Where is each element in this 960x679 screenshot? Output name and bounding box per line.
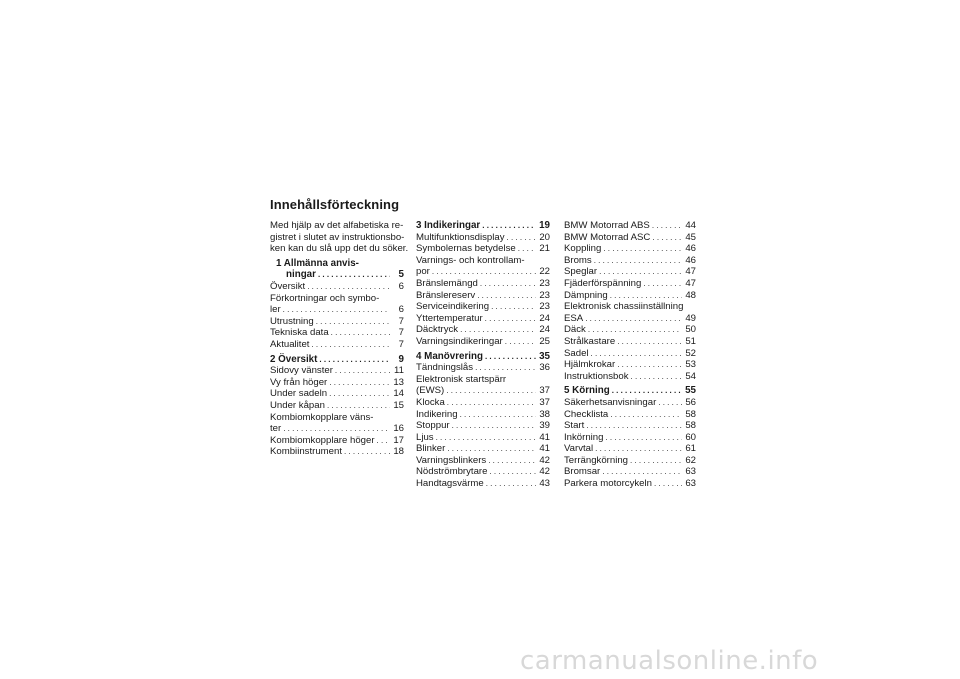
toc-entry[interactable]: Varvtal . . . 61 xyxy=(564,443,696,455)
toc-entry-line[interactable]: Varnings- och kontrollam- xyxy=(416,254,525,266)
toc-entry[interactable]: ler . . . 6 xyxy=(270,304,404,316)
toc-entry[interactable]: Däcktryck . . . 24 xyxy=(416,324,550,336)
toc-entry[interactable]: Bränslemängd . . . 23 xyxy=(416,278,550,290)
toc-entry[interactable]: Inkörning . . . 60 xyxy=(564,432,696,444)
toc-entry-line[interactable]: Elektronisk chassiinställning xyxy=(564,301,684,313)
chapter-heading[interactable]: 3 Indikeringar . . . 19 xyxy=(416,220,550,232)
toc-column-3 xyxy=(564,220,696,490)
toc-entry[interactable]: Kombiomkopplare höger . . . 17 xyxy=(270,435,404,447)
toc-entry[interactable]: Aktualitet . . . 7 xyxy=(270,339,404,351)
toc-entry[interactable]: Vy från höger . . . 13 xyxy=(270,377,404,389)
toc-entry[interactable]: Sidovy vänster . . . 11 xyxy=(270,365,404,377)
toc-entry[interactable]: Ljus . . . 41 xyxy=(416,432,550,444)
toc-entry[interactable]: Strålkastare . . . 51 xyxy=(564,336,696,348)
toc-entry-line[interactable]: Kombiomkopplare väns- xyxy=(270,411,374,423)
chapter-heading[interactable]: 5 Körning . . . 55 xyxy=(564,385,696,397)
toc-entry[interactable]: Instruktionsbok . . . 54 xyxy=(564,371,696,383)
toc-entry[interactable]: Däck . . . 50 xyxy=(564,324,696,336)
toc-entry[interactable]: Tändningslås . . . 36 xyxy=(416,362,550,374)
toc-entry[interactable]: Tekniska data . . . 7 xyxy=(270,327,404,339)
toc-entry[interactable]: Kombiinstrument . . . 18 xyxy=(270,446,404,458)
toc-entry[interactable]: Klocka . . . 37 xyxy=(416,397,550,409)
toc-entry[interactable]: BMW Motorrad ABS . . . 44 xyxy=(564,220,696,232)
watermark: carmanualsonline.info xyxy=(520,646,819,676)
toc-entry[interactable]: Varningsblinkers . . . 42 xyxy=(416,455,550,467)
page-title: Innehållsförteckning xyxy=(270,197,400,212)
toc-entry[interactable]: Hjälmkrokar . . . 53 xyxy=(564,359,696,371)
toc-entry[interactable]: Speglar . . . 47 xyxy=(564,266,696,278)
toc-column-1 xyxy=(270,220,409,458)
toc-entry[interactable]: Koppling . . . 46 xyxy=(564,243,696,255)
chapter-heading[interactable]: 2 Översikt . . . 9 xyxy=(270,354,404,366)
toc-entry[interactable]: Bromsar . . . 63 xyxy=(564,466,696,478)
toc-column-2 xyxy=(416,220,550,490)
toc-entry[interactable]: ter . . . 16 xyxy=(270,423,404,435)
toc-entry[interactable]: Start . . . 58 xyxy=(564,420,696,432)
toc-entry[interactable]: Serviceindikering . . . 23 xyxy=(416,301,550,313)
toc-entry[interactable]: Yttertemperatur . . . 24 xyxy=(416,313,550,325)
chapter-heading[interactable]: 4 Manövrering . . . 35 xyxy=(416,351,550,363)
toc-entry[interactable]: Sadel . . . 52 xyxy=(564,348,696,360)
toc-entry[interactable]: Blinker . . . 41 xyxy=(416,443,550,455)
toc-entry[interactable]: Säkerhetsanvisningar . . . 56 xyxy=(564,397,696,409)
toc-entry[interactable]: Utrustning . . . 7 xyxy=(270,316,404,328)
toc-entry-line[interactable]: Elektronisk startspärr xyxy=(416,373,507,385)
intro-line: Med hjälp av det alfabetiska re- xyxy=(270,220,404,231)
toc-entry[interactable]: BMW Motorrad ASC . . . 45 xyxy=(564,232,696,244)
toc-entry[interactable]: Terrängkörning . . . 62 xyxy=(564,455,696,467)
toc-entry[interactable]: Handtagsvärme . . . 43 xyxy=(416,478,550,490)
toc-entry[interactable]: ESA . . . 49 xyxy=(564,313,696,325)
toc-entry[interactable]: Multifunktionsdisplay . . . 20 xyxy=(416,232,550,244)
toc-entry[interactable]: Fjäderförspänning . . . 47 xyxy=(564,278,696,290)
toc-entry[interactable]: Dämpning . . . 48 xyxy=(564,290,696,302)
toc-entry[interactable]: Under kåpan . . . 15 xyxy=(270,400,404,412)
toc-entry[interactable]: Indikering . . . 38 xyxy=(416,409,550,421)
toc-entry[interactable]: Bränslereserv . . . 23 xyxy=(416,290,550,302)
toc-entry[interactable]: Nödströmbrytare . . . 42 xyxy=(416,466,550,478)
toc-entry[interactable]: (EWS) . . . 37 xyxy=(416,385,550,397)
toc-entry[interactable]: por . . . 22 xyxy=(416,266,550,278)
toc-entry[interactable]: Parkera motorcykeln . . . 63 xyxy=(564,478,696,490)
toc-entry[interactable]: Varningsindikeringar . . . 25 xyxy=(416,336,550,348)
toc-entry[interactable]: Symbolernas betydelse . . . 21 xyxy=(416,243,550,255)
toc-entry[interactable]: Checklista . . . 58 xyxy=(564,409,696,421)
chapter-heading[interactable]: ningar . . . 5 xyxy=(270,269,404,281)
toc-entry[interactable]: Översikt . . . 6 xyxy=(270,281,404,293)
chapter-heading[interactable]: 1 Allmänna anvis- xyxy=(276,257,359,269)
toc-entry-line[interactable]: Förkortningar och symbo- xyxy=(270,292,380,304)
toc-entry[interactable]: Under sadeln . . . 14 xyxy=(270,388,404,400)
toc-entry[interactable]: Stoppur . . . 39 xyxy=(416,420,550,432)
toc-entry[interactable]: Broms . . . 46 xyxy=(564,255,696,267)
intro-line: gistret i slutet av instruktionsbo- xyxy=(270,231,405,243)
intro-line: ken kan du slå upp det du söker. xyxy=(270,243,409,255)
